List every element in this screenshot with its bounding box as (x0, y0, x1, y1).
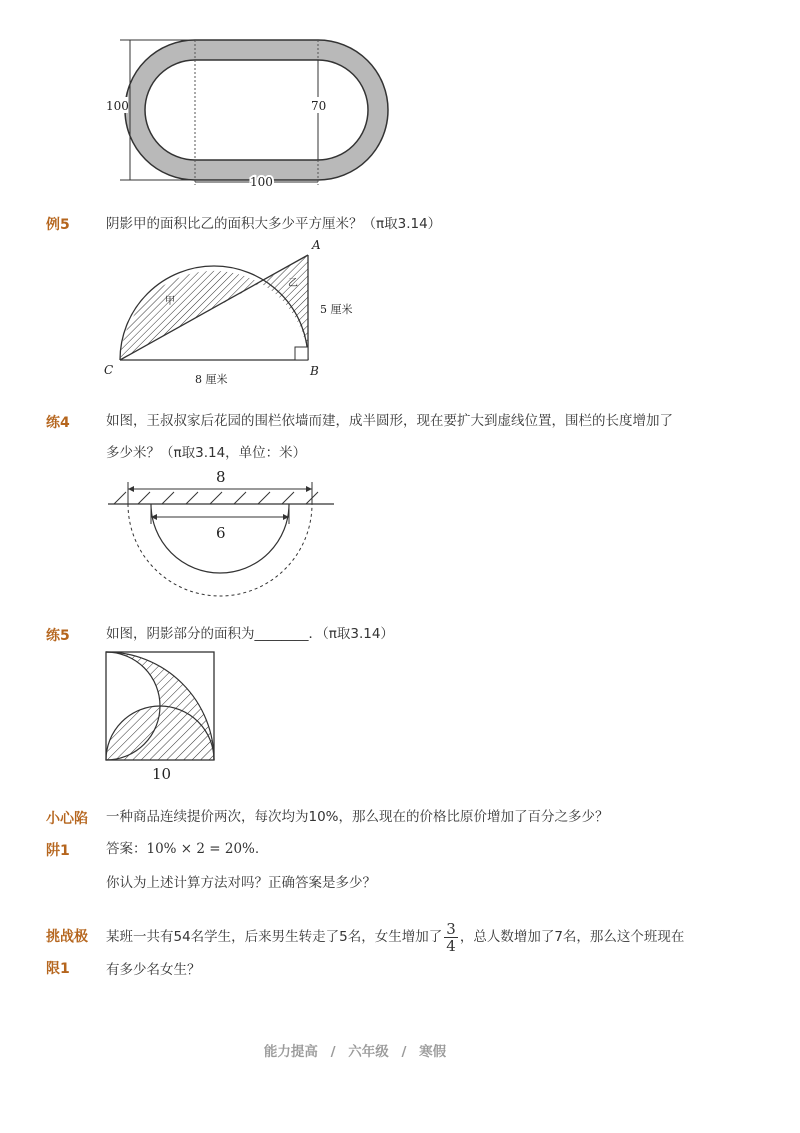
pr4-figure (102, 464, 342, 604)
pr5-tag: 练5 (46, 628, 70, 644)
label-jia: 甲 (165, 296, 175, 307)
track-figure (100, 35, 410, 195)
challenge-line2: 有多少名女生？ (106, 962, 201, 978)
footer-part1: 能力提高 (263, 1044, 318, 1060)
label-yi: 乙 (288, 278, 298, 289)
challenge-line1 (106, 917, 684, 957)
challenge-line1-a: 某班一共有54名学生，后来男生转走了5名，女生增加了 (106, 929, 443, 945)
shade-jia (120, 271, 260, 360)
track-inner (145, 60, 368, 160)
trap-tag-line1: 小心陷 (46, 811, 88, 827)
footer-sep2: / (401, 1044, 407, 1060)
footer-sep1: / (330, 1044, 336, 1060)
pr4-line2: 多少米？（π取3.14，单位：米） (106, 445, 307, 461)
track-left-label: 100 (106, 99, 129, 113)
side-cb-label: 8 厘米 (195, 373, 228, 386)
track-bottom-label: 100 (250, 175, 273, 189)
footer-part3: 寒假 (419, 1044, 447, 1060)
ex5-figure (100, 236, 370, 391)
ex5-tag: 例5 (46, 217, 70, 233)
pr4-line1: 如图，王叔叔家后花园的围栏依墙而建，成半圆形，现在要扩大到虚线位置，围栏的长度增加了 (106, 413, 673, 429)
point-b: B (310, 364, 319, 378)
trap-tag-line2: 阱1 (46, 843, 70, 859)
page-footer (0, 1040, 710, 1060)
track-inner-label: 70 (311, 99, 327, 113)
challenge-tag-line2: 限1 (46, 961, 70, 977)
outer-width-label: 8 (216, 468, 226, 486)
challenge-tag-line1: 挑战极 (46, 929, 88, 945)
trap-question: 一种商品连续提价两次，每次均为10%，那么现在的价格比原价增加了百分之多少？ (106, 809, 609, 825)
fraction-denominator: 4 (446, 936, 456, 955)
pr4-tag: 练4 (46, 415, 70, 431)
trap-answer (106, 839, 259, 859)
side-ab-label: 5 厘米 (320, 303, 353, 316)
trap-followup: 你认为上述计算方法对吗？正确答案是多少？ (106, 875, 376, 891)
fraction-numerator: 3 (446, 919, 456, 938)
answer-suffix: . (254, 841, 260, 857)
point-c: C (104, 363, 114, 377)
pr5-figure (100, 648, 225, 786)
side-label: 10 (152, 765, 172, 783)
pr5-question: 如图，阴影部分的面积为________．（π取3.14） (106, 626, 394, 642)
point-a: A (312, 238, 321, 252)
footer-part2: 六年级 (348, 1044, 389, 1060)
ex5-question: 阴影甲的面积比乙的面积大多少平方厘米？（π取3.14） (106, 216, 442, 232)
shade-yi (260, 255, 308, 360)
answer-math: 10% × 2 = 20% (146, 841, 255, 857)
inner-width-label: 6 (216, 524, 226, 542)
fraction (444, 921, 458, 954)
answer-prefix: 答案： (106, 841, 147, 857)
challenge-line1-b: ，总人数增加了7名，那么这个班现在 (459, 929, 685, 945)
